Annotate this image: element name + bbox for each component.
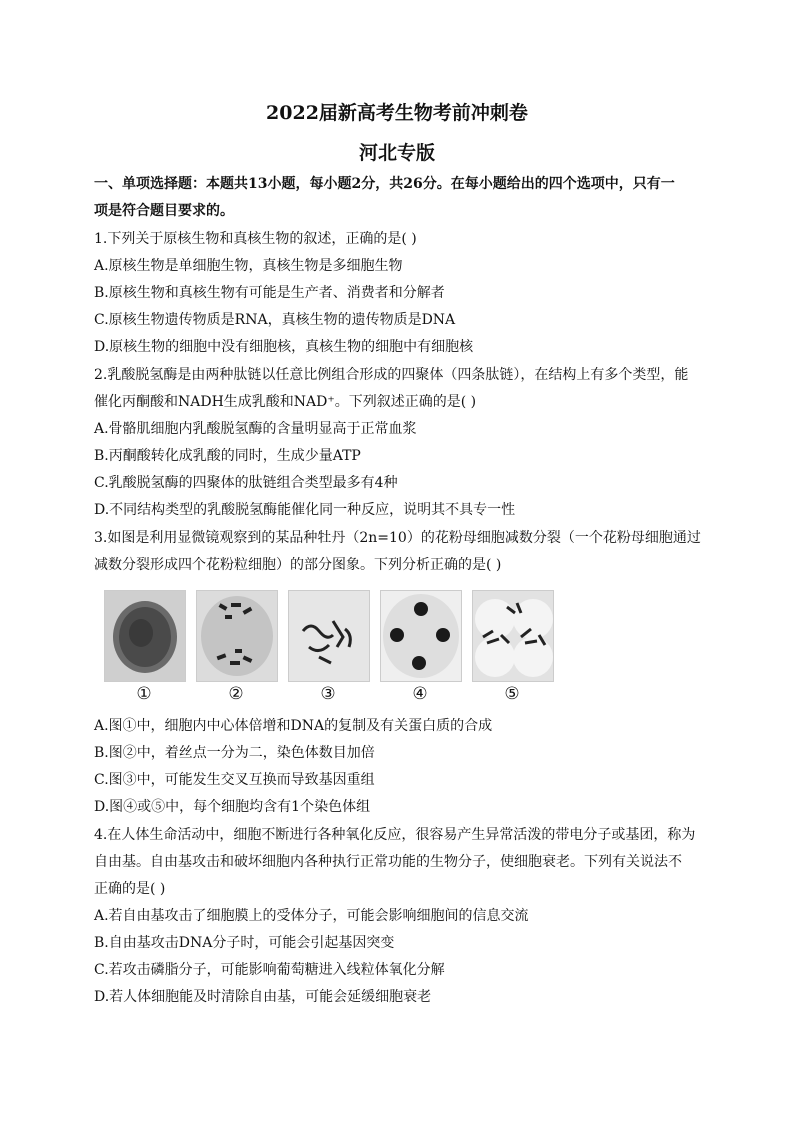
- q2-option-c: C.乳酸脱氢酶的四聚体的肽链组合类型最多有4种: [94, 475, 398, 491]
- q3-stem-line2: 减数分裂形成四个花粉粒细胞）的部分图象。下列分析正确的是( ): [94, 557, 502, 573]
- q1-option-c: C.原核生物遗传物质是RNA，真核生物的遗传物质是DNA: [94, 312, 456, 328]
- cell-interphase-image: [104, 590, 186, 682]
- micrograph-row: [104, 590, 544, 706]
- q4-option-a: A.若自由基攻击了细胞膜上的受体分子，可能会影响细胞间的信息交流: [94, 908, 529, 924]
- section-heading-line2: 项是符合题目要求的。: [94, 203, 234, 219]
- exam-title: 2022届新高考生物考前冲刺卷: [266, 102, 528, 124]
- q4-option-c: C.若攻击磷脂分子，可能影响葡萄糖进入线粒体氧化分解: [94, 962, 445, 978]
- q2-stem-line2: 催化丙酮酸和NADH生成乳酸和NAD⁺。下列叙述正确的是( ): [94, 394, 477, 410]
- image-label-1: ①: [136, 684, 152, 704]
- q1-stem: 1.下列关于原核生物和真核生物的叙述，正确的是( ): [94, 231, 417, 247]
- q4-option-d: D.若人体细胞能及时清除自由基，可能会延缓细胞衰老: [94, 989, 432, 1005]
- q3-option-c: C.图③中，可能发生交叉互换而导致基因重组: [94, 772, 375, 788]
- image-label-3: ③: [320, 684, 336, 704]
- q2-option-d: D.不同结构类型的乳酸脱氢酶能催化同一种反应，说明其不具专一性: [94, 502, 516, 518]
- q1-option-d: D.原核生物的细胞中没有细胞核，真核生物的细胞中有细胞核: [94, 339, 474, 355]
- q1-option-a: A.原核生物是单细胞生物，真核生物是多细胞生物: [94, 258, 403, 274]
- q3-stem-line1: 3.如图是利用显微镜观察到的某品种牡丹（2n=10）的花粉母细胞减数分裂（一个花粉母细胞通过: [94, 530, 701, 546]
- q4-stem-line3: 正确的是( ): [94, 881, 166, 897]
- q4-stem-line1: 4.在人体生命活动中，细胞不断进行各种氧化反应，很容易产生异常活泼的带电分子或基团，称为: [94, 827, 696, 843]
- cell-telophase2-image: [472, 590, 554, 682]
- image-label-5: ⑤: [504, 684, 520, 704]
- q3-option-a: A.图①中，细胞内中心体倍增和DNA的复制及有关蛋白质的合成: [94, 718, 493, 734]
- image-label-2: ②: [228, 684, 244, 704]
- cell-prophase-image: [288, 590, 370, 682]
- q3-option-b: B.图②中，着丝点一分为二，染色体数目加倍: [94, 745, 375, 761]
- exam-subtitle: 河北专版: [358, 142, 435, 164]
- q1-option-b: B.原核生物和真核生物有可能是生产者、消费者和分解者: [94, 285, 445, 301]
- cell-telophase-image: [380, 590, 462, 682]
- q2-option-a: A.骨骼肌细胞内乳酸脱氢酶的含量明显高于正常血浆: [94, 421, 417, 437]
- cell-anaphase-image: [196, 590, 278, 682]
- q2-stem-line1: 2.乳酸脱氢酶是由两种肽链以任意比例组合形成的四聚体（四条肽链），在结构上有多个类型，能: [94, 367, 689, 383]
- q4-stem-line2: 自由基。自由基攻击和破坏细胞内各种执行正常功能的生物分子，使细胞衰老。下列有关说法不: [94, 854, 682, 870]
- image-label-4: ④: [412, 684, 428, 704]
- q3-option-d: D.图④或⑤中，每个细胞均含有1个染色体组: [94, 799, 371, 815]
- q4-option-b: B.自由基攻击DNA分子时，可能会引起基因突变: [94, 935, 395, 951]
- q2-option-b: B.丙酮酸转化成乳酸的同时，生成少量ATP: [94, 448, 361, 464]
- section-heading-line1: 一、单项选择题：本题共13小题，每小题2分，共26分。在每小题给出的四个选项中，只有一: [94, 176, 675, 192]
